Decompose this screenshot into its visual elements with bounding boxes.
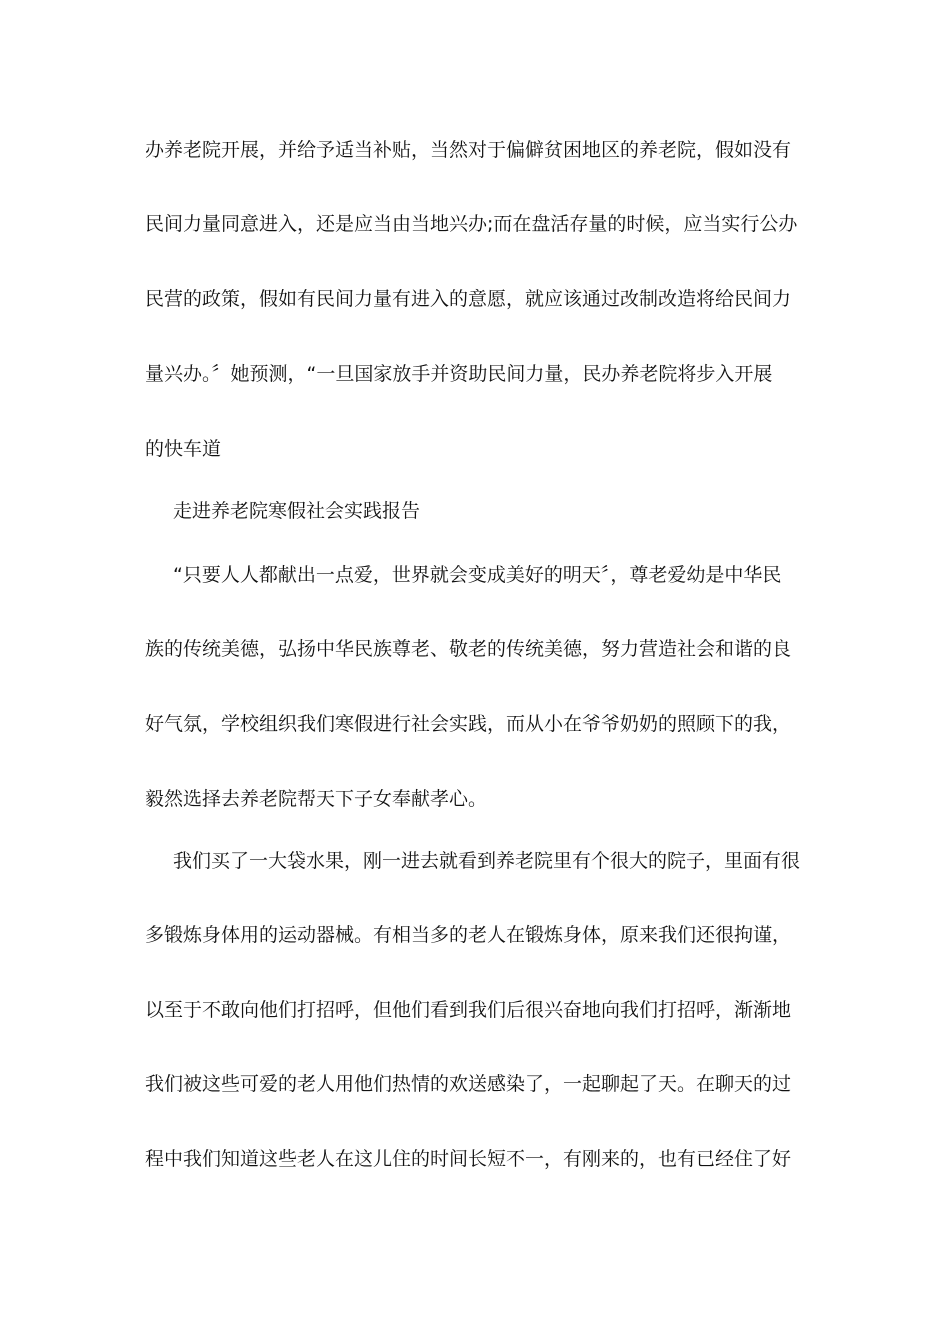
paragraph-line: 我们买了一大袋水果，刚一进去就看到养老院里有个很大的院子，里面有很 [173,850,801,872]
paragraph-line: 我们被这些可爱的老人用他们热情的欢送感染了，一起聊起了天。在聊天的过 [145,1073,792,1095]
paragraph-line: 多锻炼身体用的运动器械。有相当多的老人在锻炼身体，原来我们还很拘谨， [145,924,792,946]
paragraph-line: 的快车道 [145,438,222,460]
paragraph-line: 毅然选择去养老院帮天下子女奉献孝心。 [145,788,488,810]
paragraph-line: 量兴办。〞她预测，“一旦国家放手并资助民间力量，民办养老院将步入开展 [145,363,773,385]
paragraph-line: 以至于不敢向他们打招呼，但他们看到我们后很兴奋地向我们打招呼，渐渐地 [145,999,792,1021]
paragraph-line: 民营的政策，假如有民间力量有进入的意愿，就应该通过改制改造将给民间力 [145,288,792,310]
paragraph-line: 族的传统美德，弘扬中华民族尊老、敬老的传统美德，努力营造社会和谐的良 [145,638,792,660]
paragraph-line: 办养老院开展，并给予适当补贴，当然对于偏僻贫困地区的养老院，假如没有 [145,139,792,161]
paragraph-line: 好气氛，学校组织我们寒假进行社会实践，而从小在爷爷奶奶的照顾下的我， [145,713,792,735]
section-heading: 走进养老院寒假社会实践报告 [173,500,421,522]
paragraph-line: 程中我们知道这些老人在这儿住的时间长短不一，有刚来的，也有已经住了好 [145,1148,792,1170]
paragraph-line: “只要人人都献出一点爱，世界就会变成美好的明天〞，尊老爱幼是中华民 [173,564,782,586]
paragraph-line: 民间力量同意进入，还是应当由当地兴办;而在盘活存量的时候，应当实行公办 [145,213,798,235]
